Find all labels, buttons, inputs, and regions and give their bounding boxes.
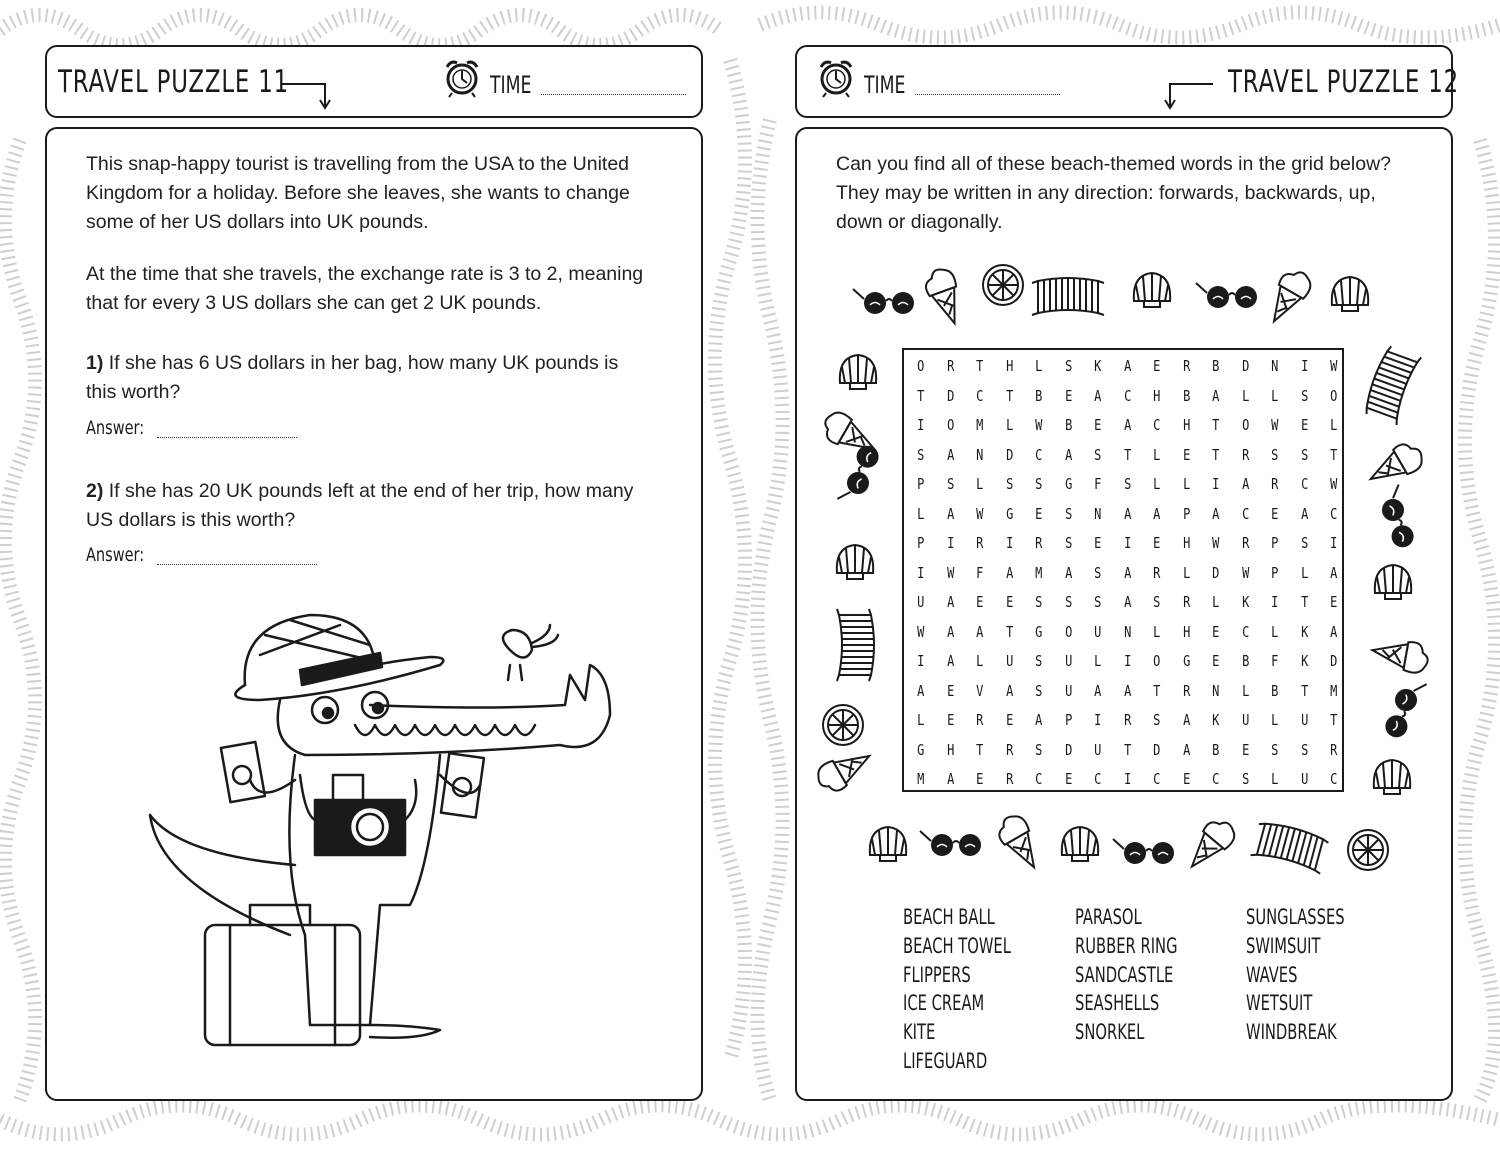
grid-cell[interactable]: C — [1241, 504, 1249, 523]
grid-cell[interactable]: L — [1005, 416, 1013, 434]
grid-cell[interactable]: A — [1153, 504, 1161, 523]
grid-cell[interactable]: R — [1182, 681, 1190, 700]
grid-cell[interactable]: A — [946, 652, 954, 670]
grid-cell[interactable]: G — [1005, 504, 1013, 523]
grid-cell[interactable]: D — [1005, 445, 1013, 464]
grid-cell[interactable]: P — [917, 534, 925, 552]
grid-cell[interactable]: A — [1123, 357, 1131, 375]
word-item: PARASOL — [1075, 905, 1142, 929]
grid-cell[interactable]: A — [1330, 563, 1338, 582]
grid-cell[interactable]: R — [1123, 711, 1131, 729]
grid-cell[interactable]: F — [976, 563, 984, 582]
grid-cell[interactable]: C — [1241, 622, 1249, 641]
grid-cell[interactable]: G — [1182, 652, 1190, 670]
crocodile-tourist-illustration — [140, 605, 620, 1055]
grid-cell[interactable]: S — [1094, 593, 1102, 611]
grid-cell[interactable]: I — [1123, 770, 1131, 788]
grid-cell[interactable]: C — [1094, 770, 1102, 788]
grid-cell[interactable]: E — [1153, 534, 1161, 552]
grid-cell[interactable]: C — [1123, 386, 1131, 405]
grid-cell[interactable]: W — [1271, 416, 1279, 434]
grid-cell[interactable]: C — [1300, 475, 1308, 493]
grid-cell[interactable]: U — [1094, 622, 1102, 641]
question-1-text: If she has 6 US dollars in her bag, how many UK pounds is — [108, 352, 619, 374]
grid-cell[interactable]: I — [1300, 357, 1308, 375]
grid-cell[interactable]: B — [1271, 681, 1279, 700]
grid-cell[interactable]: S — [1035, 652, 1043, 670]
grid-cell[interactable]: U — [1064, 652, 1072, 670]
grid-cell[interactable]: I — [1212, 475, 1220, 493]
grid-cell[interactable]: M — [1330, 681, 1338, 700]
grid-cell[interactable]: A — [1241, 475, 1249, 493]
intro-line: This snap-happy tourist is travelling from the USA to the United — [86, 153, 630, 175]
grid-cell[interactable]: A — [946, 593, 954, 611]
grid-cell[interactable]: G — [1035, 622, 1043, 641]
intro-line: down or diagonally. — [836, 211, 1003, 233]
grid-cell[interactable]: O — [1330, 386, 1338, 405]
grid-cell[interactable]: C — [1330, 770, 1338, 788]
grid-cell[interactable]: L — [1094, 652, 1102, 670]
grid-cell[interactable]: E — [1094, 534, 1102, 552]
left-time-field[interactable] — [541, 94, 686, 95]
grid-cell[interactable]: N — [1123, 622, 1131, 641]
grid-cell[interactable]: L — [976, 652, 984, 670]
grid-cell[interactable]: A — [946, 445, 954, 464]
grid-cell[interactable]: W — [946, 563, 954, 582]
grid-cell[interactable]: A — [1005, 681, 1013, 700]
grid-cell[interactable]: M — [917, 770, 925, 788]
grid-cell[interactable]: A — [1064, 445, 1072, 464]
grid-cell[interactable]: D — [1212, 563, 1220, 582]
grid-cell[interactable]: L — [917, 504, 925, 523]
grid-cell[interactable]: L — [1330, 416, 1338, 434]
grid-cell[interactable]: I — [1005, 534, 1013, 552]
grid-cell[interactable]: S — [1035, 593, 1043, 611]
grid-cell[interactable]: S — [1123, 475, 1131, 493]
grid-cell[interactable]: S — [1271, 740, 1279, 759]
grid-cell[interactable]: G — [1064, 475, 1072, 493]
grid-cell[interactable]: K — [1300, 652, 1308, 670]
grid-cell[interactable]: W — [1330, 475, 1338, 493]
grid-cell[interactable]: S — [1005, 475, 1013, 493]
grid-cell[interactable]: O — [1064, 622, 1072, 641]
grid-cell[interactable]: W — [1330, 357, 1338, 375]
grid-cell[interactable]: K — [1300, 622, 1308, 641]
word-item: WAVES — [1246, 963, 1298, 987]
grid-cell[interactable]: R — [1005, 740, 1013, 759]
word-item: SWIMSUIT — [1246, 934, 1321, 958]
grid-cell[interactable]: E — [1182, 445, 1190, 464]
grid-cell[interactable]: I — [917, 563, 925, 582]
grid-cell[interactable]: A — [1123, 563, 1131, 582]
right-time-field[interactable] — [915, 94, 1060, 95]
exchange-rate-paragraph — [86, 260, 686, 318]
grid-cell[interactable]: O — [1241, 416, 1249, 434]
grid-cell[interactable]: T — [1005, 386, 1013, 405]
grid-cell[interactable]: H — [1005, 357, 1013, 375]
grid-cell[interactable]: T — [976, 357, 984, 375]
grid-cell[interactable]: I — [1123, 652, 1131, 670]
grid-cell[interactable]: S — [1064, 357, 1072, 375]
grid-cell[interactable]: A — [946, 622, 954, 641]
grid-cell[interactable]: S — [1035, 740, 1043, 759]
grid-cell[interactable]: A — [1300, 504, 1308, 523]
grid-cell[interactable]: O — [1153, 652, 1161, 670]
grid-cell[interactable]: V — [976, 681, 984, 700]
grid-cell[interactable]: B — [1035, 386, 1043, 405]
word-item: BEACH TOWEL — [903, 934, 1011, 958]
grid-cell[interactable]: L — [1300, 563, 1308, 582]
grid-cell[interactable]: T — [976, 740, 984, 759]
grid-cell[interactable]: I — [917, 652, 925, 670]
grid-cell[interactable]: R — [1241, 534, 1249, 552]
grid-cell[interactable]: S — [1064, 534, 1072, 552]
grid-cell[interactable]: R — [1182, 593, 1190, 611]
grid-cell[interactable]: E — [1212, 652, 1220, 670]
grid-cell[interactable]: S — [1153, 711, 1161, 729]
left-time-label: TIME — [490, 71, 532, 99]
grid-cell[interactable]: B — [1241, 652, 1249, 670]
question-2-text-cont: US dollars is this worth? — [86, 509, 296, 531]
grid-cell[interactable]: E — [1153, 357, 1161, 375]
grid-cell[interactable]: R — [1153, 563, 1161, 582]
grid-cell[interactable]: C — [1035, 445, 1043, 464]
grid-cell[interactable]: L — [1271, 711, 1279, 729]
grid-cell[interactable]: F — [1271, 652, 1279, 670]
grid-cell[interactable]: A — [1005, 563, 1013, 582]
grid-cell[interactable]: K — [1212, 711, 1220, 729]
grid-cell[interactable]: P — [1271, 534, 1279, 552]
left-intro-paragraph — [86, 150, 676, 237]
grid-cell[interactable]: T — [1330, 711, 1338, 729]
grid-cell[interactable]: S — [1035, 681, 1043, 700]
grid-cell[interactable]: S — [1153, 593, 1161, 611]
grid-cell[interactable]: U — [917, 593, 925, 611]
grid-cell[interactable]: A — [1064, 563, 1072, 582]
grid-cell[interactable]: N — [1094, 504, 1102, 523]
grid-cell[interactable]: L — [1271, 770, 1279, 788]
word-item: LIFEGUARD — [903, 1049, 988, 1073]
question-2-text: If she has 20 UK pounds left at the end of her trip, how many — [108, 480, 634, 502]
grid-cell[interactable]: W — [976, 504, 984, 523]
grid-cell[interactable]: E — [1241, 740, 1249, 759]
right-puzzle-title: TRAVEL PUZZLE 12 — [1228, 64, 1459, 100]
grid-cell[interactable]: H — [1182, 622, 1190, 641]
grid-cell[interactable]: A — [1035, 711, 1043, 729]
grid-cell[interactable]: C — [1153, 416, 1161, 434]
grid-cell[interactable]: S — [1064, 504, 1072, 523]
grid-cell[interactable]: M — [1035, 563, 1043, 582]
grid-cell[interactable]: I — [1094, 711, 1102, 729]
grid-cell[interactable]: R — [1241, 445, 1249, 464]
grid-cell[interactable]: E — [1330, 593, 1338, 611]
grid-cell[interactable]: L — [1271, 622, 1279, 641]
grid-cell[interactable]: D — [1064, 740, 1072, 759]
grid-cell[interactable]: D — [1330, 652, 1338, 670]
question-1-number: 1) — [86, 352, 104, 374]
grid-cell[interactable]: I — [1271, 593, 1279, 611]
grid-cell[interactable]: U — [1241, 711, 1249, 729]
grid-cell[interactable]: A — [1182, 711, 1190, 729]
grid-cell[interactable]: A — [1094, 681, 1102, 700]
word-item: KITE — [903, 1020, 936, 1044]
grid-cell[interactable]: L — [1271, 386, 1279, 405]
question-2-number: 2) — [86, 480, 104, 502]
grid-cell[interactable]: N — [976, 445, 984, 464]
grid-cell[interactable]: A — [1123, 681, 1131, 700]
answer-1-field[interactable] — [157, 437, 297, 438]
grid-cell[interactable]: A — [1212, 504, 1220, 523]
grid-cell[interactable]: U — [1300, 711, 1308, 729]
grid-cell[interactable]: N — [1212, 681, 1220, 700]
intro-line: Can you find all of these beach-themed words in the grid below? — [836, 153, 1391, 175]
grid-cell[interactable]: L — [1153, 622, 1161, 641]
grid-cell[interactable]: R — [1005, 770, 1013, 788]
answer-1-label: Answer: — [86, 417, 145, 439]
grid-cell[interactable]: E — [946, 681, 954, 700]
grid-cell[interactable]: E — [1005, 711, 1013, 729]
question-2 — [86, 477, 686, 535]
grid-cell[interactable]: A — [1123, 416, 1131, 434]
grid-cell[interactable]: L — [917, 711, 925, 729]
grid-cell[interactable]: B — [1212, 740, 1220, 759]
answer-2-label: Answer: — [86, 544, 145, 566]
word-item: ICE CREAM — [903, 991, 985, 1015]
grid-cell[interactable]: H — [946, 740, 954, 759]
grid-cell[interactable]: T — [1123, 445, 1131, 464]
grid-cell[interactable]: O — [946, 416, 954, 434]
grid-cell[interactable]: C — [976, 386, 984, 405]
grid-cell[interactable]: E — [1035, 504, 1043, 523]
right-time-label: TIME — [864, 71, 906, 99]
grid-cell[interactable]: A — [1182, 740, 1190, 759]
grid-cell[interactable]: R — [1182, 357, 1190, 375]
grid-cell[interactable]: L — [1241, 386, 1249, 405]
grid-cell[interactable]: L — [1212, 593, 1220, 611]
grid-cell[interactable]: A — [917, 681, 925, 700]
word-search-grid[interactable] — [902, 348, 1344, 792]
rate-line: that for every 3 US dollars she can get 2 UK pounds. — [86, 292, 542, 314]
grid-cell[interactable]: D — [1241, 357, 1249, 375]
grid-cell[interactable]: G — [917, 740, 925, 759]
intro-line: They may be written in any direction: forwards, backwards, up, — [836, 182, 1376, 204]
grid-cell[interactable]: P — [1271, 563, 1279, 582]
grid-cell[interactable]: T — [1300, 681, 1308, 700]
grid-cell[interactable]: B — [1064, 416, 1072, 434]
grid-cell[interactable]: B — [1182, 386, 1190, 405]
word-item: RUBBER RING — [1075, 934, 1178, 958]
grid-cell[interactable]: I — [1123, 534, 1131, 552]
grid-cell[interactable]: L — [1241, 681, 1249, 700]
grid-cell[interactable]: S — [917, 445, 925, 464]
grid-cell[interactable]: T — [1005, 622, 1013, 641]
word-item: SUNGLASSES — [1246, 905, 1345, 929]
alarm-clock-icon — [442, 58, 482, 98]
grid-cell[interactable]: C — [1212, 770, 1220, 788]
word-item: WETSUIT — [1246, 991, 1313, 1015]
grid-cell[interactable]: H — [1182, 534, 1190, 552]
grid-cell[interactable]: R — [976, 711, 984, 729]
question-1-text-cont: this worth? — [86, 381, 181, 403]
left-puzzle-title: TRAVEL PUZZLE 11 — [58, 64, 289, 100]
grid-cell[interactable]: S — [1300, 445, 1308, 464]
grid-cell[interactable]: F — [1094, 475, 1102, 493]
grid-cell[interactable]: C — [1330, 504, 1338, 523]
grid-cell[interactable]: S — [1094, 445, 1102, 464]
grid-cell[interactable]: P — [917, 475, 925, 493]
grid-cell[interactable]: I — [917, 416, 925, 434]
word-item: SNORKEL — [1075, 1020, 1145, 1044]
arrow-down-right-icon — [280, 76, 332, 110]
grid-cell[interactable]: A — [946, 770, 954, 788]
grid-cell[interactable]: L — [1182, 563, 1190, 582]
grid-cell[interactable]: L — [1153, 475, 1161, 493]
grid-cell[interactable]: T — [1300, 593, 1308, 611]
grid-cell[interactable]: T — [1212, 445, 1220, 464]
grid-cell[interactable]: A — [946, 504, 954, 523]
grid-cell[interactable]: U — [1094, 740, 1102, 759]
grid-cell[interactable]: D — [946, 386, 954, 405]
answer-2-field[interactable] — [157, 564, 317, 565]
grid-cell[interactable]: H — [1153, 386, 1161, 405]
grid-cell[interactable]: S — [1300, 534, 1308, 552]
grid-cell[interactable]: W — [1241, 563, 1249, 582]
intro-line: some of her US dollars into UK pounds. — [86, 211, 429, 233]
grid-cell[interactable]: P — [1064, 711, 1072, 729]
grid-cell[interactable]: L — [976, 475, 984, 493]
grid-cell[interactable]: T — [1153, 681, 1161, 700]
grid-cell[interactable]: R — [1035, 534, 1043, 552]
grid-cell[interactable]: E — [976, 770, 984, 788]
grid-cell[interactable]: H — [1182, 416, 1190, 434]
grid-cell[interactable]: A — [1123, 593, 1131, 611]
grid-cell[interactable]: E — [1064, 386, 1072, 405]
grid-cell[interactable]: E — [976, 593, 984, 611]
grid-cell[interactable]: A — [1212, 386, 1220, 405]
grid-cell[interactable]: E — [1271, 504, 1279, 523]
grid-cell[interactable]: L — [1182, 475, 1190, 493]
grid-cell[interactable]: S — [1241, 770, 1249, 788]
alarm-clock-icon — [816, 58, 856, 98]
grid-cell[interactable]: R — [946, 357, 954, 375]
grid-cell[interactable]: E — [1064, 770, 1072, 788]
intro-line: Kingdom for a holiday. Before she leaves, she wants to change — [86, 182, 630, 204]
grid-cell[interactable]: C — [1035, 770, 1043, 788]
grid-cell[interactable]: K — [1094, 357, 1102, 375]
word-item: WINDBREAK — [1246, 1020, 1337, 1044]
grid-cell[interactable]: T — [1330, 445, 1338, 464]
grid-cell[interactable]: M — [976, 416, 984, 434]
word-item: SANDCASTLE — [1075, 963, 1174, 987]
grid-cell[interactable]: L — [1153, 445, 1161, 464]
rate-line: At the time that she travels, the exchange rate is 3 to 2, meaning — [86, 263, 644, 285]
grid-cell[interactable]: S — [1035, 475, 1043, 493]
word-item: FLIPPERS — [903, 963, 971, 987]
grid-cell[interactable]: W — [917, 622, 925, 641]
grid-cell[interactable]: T — [917, 386, 925, 405]
right-intro-paragraph — [836, 150, 1436, 237]
grid-cell[interactable]: I — [946, 534, 954, 552]
grid-cell[interactable]: E — [1182, 770, 1190, 788]
grid-cell[interactable]: S — [946, 475, 954, 493]
grid-cell[interactable]: W — [1212, 534, 1220, 552]
grid-cell[interactable]: R — [1330, 740, 1338, 759]
grid-cell[interactable]: S — [1300, 386, 1308, 405]
grid-cell[interactable]: R — [1271, 475, 1279, 493]
grid-cell[interactable]: W — [1035, 416, 1043, 434]
grid-cell[interactable]: S — [1271, 445, 1279, 464]
grid-cell[interactable]: U — [1064, 681, 1072, 700]
grid-cell[interactable]: C — [1153, 770, 1161, 788]
grid-cell[interactable]: E — [1300, 416, 1308, 434]
grid-cell[interactable]: I — [1330, 534, 1338, 552]
grid-cell[interactable]: A — [1123, 504, 1131, 523]
grid-cell[interactable]: R — [976, 534, 984, 552]
grid-cell[interactable]: S — [1300, 740, 1308, 759]
grid-cell[interactable]: D — [1153, 740, 1161, 759]
word-item: BEACH BALL — [903, 905, 995, 929]
arrow-down-left-icon — [1163, 76, 1215, 110]
grid-cell[interactable]: T — [1212, 416, 1220, 434]
grid-cell[interactable]: T — [1123, 740, 1131, 759]
grid-cell[interactable]: B — [1212, 357, 1220, 375]
grid-cell[interactable]: P — [1182, 504, 1190, 523]
grid-cell[interactable]: U — [1005, 652, 1013, 670]
grid-cell[interactable]: K — [1241, 593, 1249, 611]
grid-cell[interactable]: E — [1005, 593, 1013, 611]
grid-cell[interactable]: A — [976, 622, 984, 641]
grid-cell[interactable]: O — [917, 357, 925, 375]
grid-cell[interactable]: A — [1094, 386, 1102, 405]
question-1 — [86, 349, 686, 407]
word-item: SEASHELLS — [1075, 991, 1160, 1015]
grid-cell[interactable]: N — [1271, 357, 1279, 375]
grid-cell[interactable]: L — [1035, 357, 1043, 375]
grid-cell[interactable]: U — [1300, 770, 1308, 788]
grid-cell[interactable]: E — [1094, 416, 1102, 434]
grid-cell[interactable]: S — [1064, 593, 1072, 611]
grid-cell[interactable]: E — [946, 711, 954, 729]
grid-cell[interactable]: A — [1330, 622, 1338, 641]
grid-cell[interactable]: S — [1094, 563, 1102, 582]
grid-cell[interactable]: E — [1212, 622, 1220, 641]
